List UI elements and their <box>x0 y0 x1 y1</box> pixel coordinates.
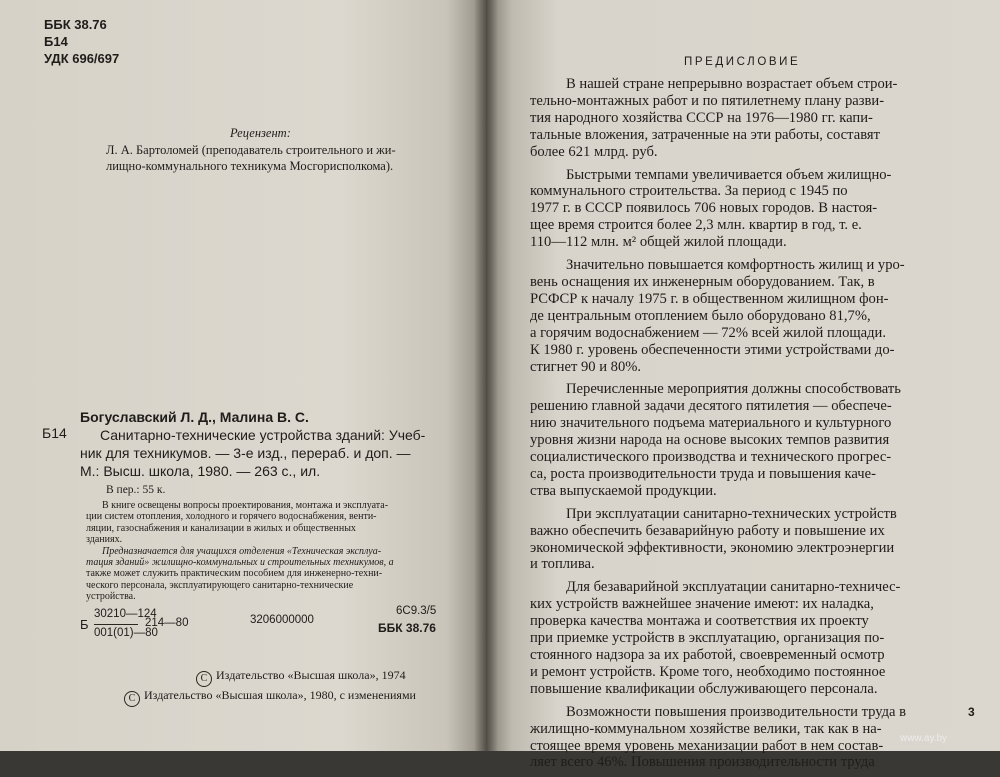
annotation <box>86 500 394 603</box>
reviewer-label: Рецензент: <box>230 126 291 140</box>
index-header: Б14 <box>44 34 68 49</box>
annotation-line: Предназначается для учащихся отделения «Техническая эксплуа- <box>102 545 382 557</box>
text-line: коммунального строительства. За период с 1945 по <box>530 183 848 200</box>
text-line: ляет всего 46%. Повышения производительности труда <box>530 754 875 771</box>
text-line: Значительно повышается комфортность жилищ и уро- <box>566 257 905 274</box>
text-line: са, роста производительности труда и повышения каче- <box>530 465 876 482</box>
copyright-text: Издательство «Высшая школа», 1974 <box>216 668 406 682</box>
annotation-line: тация зданий» жилищно-коммунальных и строительных техникумов, а <box>86 557 394 569</box>
text-line: При эксплуатации санитарно-технических устройств <box>566 505 897 522</box>
text-line: де центральным отоплением было оборудовано 81,7%, <box>530 307 871 324</box>
page-title: ПРЕДИСЛОВИЕ <box>684 56 801 68</box>
text-line: вень оснащения их инженерным оборудованием. Так, в <box>530 273 875 290</box>
annotation-line: В книге освещены вопросы проектирования, монтажа и эксплуата- <box>102 500 389 511</box>
text-line: а горячим водоснабжением — 72% всей жилой площади. <box>530 324 886 341</box>
annotation-line: ции систем отопления, холодного и горячего водоснабжения, венти- <box>86 511 377 523</box>
index-code: Б14 <box>42 425 67 441</box>
entry-line: М.: Высш. школа, 1980. — 263 с., ил. <box>80 463 321 479</box>
catalog-codes <box>44 16 119 67</box>
fraction-rule <box>94 624 138 625</box>
book-gutter <box>474 0 498 751</box>
fraction-denominator: 001(01)—80 <box>94 627 158 639</box>
text-line: 110—112 млн. м² общей жилой площади. <box>530 234 787 251</box>
text-line: важно обеспечить безаварийную работу и повышение их <box>530 522 885 539</box>
fraction-number: 214—80 <box>145 617 189 629</box>
text-line: РСФСР к началу 1975 г. в общественном жилищном фон- <box>530 290 889 307</box>
text-line: стигнет 90 и 80%. <box>530 358 642 375</box>
bbk-header: ББК 38.76 <box>44 17 107 32</box>
paragraph <box>530 579 978 697</box>
text-line: экономической эффективности, экономию электроэнергии <box>530 539 895 556</box>
paragraph <box>530 257 978 375</box>
copyright-line-2 <box>124 688 416 707</box>
text-line: стоянного надзора за их работой, своевременный осмотр <box>530 647 885 663</box>
reviewer-line: лищно-коммунального техникума Мосгорисполкома). <box>106 159 394 173</box>
text-line: Возможности повышения производительности труда в <box>566 703 907 720</box>
annotation-line: также может служить практическим пособием для инженерно-техни- <box>86 568 383 580</box>
text-line: и топлива. <box>530 556 595 573</box>
text-line: 1977 г. в СССР появилось 706 новых городов. В настоя- <box>530 200 878 217</box>
text-line: К 1980 г. уровень обеспеченности этими устройствами до- <box>530 341 895 358</box>
annotation-line: устройства. <box>86 591 136 603</box>
entry-line: ник для техникумов. — 3-е изд., перераб. и доп. — <box>80 445 411 461</box>
text-line: более 621 млрд. руб. <box>530 143 658 160</box>
annotation-line: ческого персонала, эксплуатирующего санитарно-технические <box>86 579 354 591</box>
right-page <box>486 0 1000 771</box>
left-page <box>0 0 486 751</box>
authors: Богуславский Л. Д., Малина В. С. <box>80 409 309 425</box>
bbk-code: ББК 38.76 <box>378 621 436 635</box>
watermark: www.ay.by <box>900 733 948 744</box>
page-number: 3 <box>968 705 975 719</box>
text-line: тальные вложения, затраченные на эти работы, составят <box>530 126 880 143</box>
text-line: Для безаварийной эксплуатации санитарно-техничес- <box>566 579 901 596</box>
bibliographic-entry <box>80 408 425 480</box>
text-line: тия народного хозяйства СССР на 1976—1980 гг. капи- <box>530 109 873 126</box>
text-line: и ремонт устройств. Кроме того, необходимо постоянное <box>530 663 886 680</box>
text-line: повышение квалификации обслуживающего персонала. <box>530 680 878 697</box>
udk-header: УДК 696/697 <box>44 51 120 66</box>
text-line: жилищно-коммунальном хозяйстве велики, так как в на- <box>530 720 882 737</box>
paragraph <box>530 167 978 252</box>
copyright-line-1 <box>196 668 406 687</box>
paragraph <box>530 381 978 499</box>
text-line: нию значительного подъема материального и культурного <box>530 415 892 432</box>
text-line: щее время строится более 2,3 млн. квартир в год, т. е. <box>530 217 862 234</box>
copyright-text: Издательство «Высшая школа», 1980, с изменениями <box>144 688 416 702</box>
annotation-line: зданиях. <box>86 534 123 546</box>
text-line: тельно-монтажных работ и по пятилетнему плану разви- <box>530 92 885 109</box>
reviewer-line: Л. А. Бартоломей (преподаватель строительного и жи- <box>106 143 396 157</box>
entry-line: Санитарно-технические устройства зданий: Учеб- <box>100 427 426 443</box>
text-line: Быстрыми темпами увеличивается объем жилищно- <box>566 166 892 183</box>
paragraph <box>530 506 978 574</box>
text-line: уровня жизни народа на основе высоких темпов развития <box>530 432 890 449</box>
text-line: В нашей стране непрерывно возрастает объем строи- <box>566 76 898 92</box>
price: В пер.: 55 к. <box>106 484 166 496</box>
text-line: при приемке устройств в эксплуатацию, организация по- <box>530 630 885 647</box>
annotation-line: ляции, газоснабжения и канализации в жилых и общественных <box>86 522 356 534</box>
text-line: проверка качества монтажа и соответствия их проекту <box>530 613 869 630</box>
fraction-numerator: 30210—124 <box>94 608 157 620</box>
text-line: Перечисленные мероприятия должны способствовать <box>566 381 901 398</box>
class-code: 6С9.3/5 <box>396 605 437 617</box>
text-line: ства выпускаемой продукции. <box>530 482 717 499</box>
text-line: решению главной задачи десятого пятилетия — обеспече- <box>530 398 892 415</box>
copyright-icon: C <box>196 671 212 687</box>
preface-body <box>530 76 978 777</box>
paragraph <box>530 76 978 161</box>
copyright-icon: C <box>124 691 140 707</box>
fraction-letter: Б <box>80 617 89 632</box>
reviewer-info <box>106 142 396 174</box>
text-line: стоящее время уровень механизации работ в нем состав- <box>530 737 884 754</box>
text-line: ких устройств важнейшее значение имеют: их наладка, <box>530 596 874 613</box>
text-line: социалистического производства и технического прогрес- <box>530 449 892 466</box>
catalog-number: 3206000000 <box>250 614 314 626</box>
